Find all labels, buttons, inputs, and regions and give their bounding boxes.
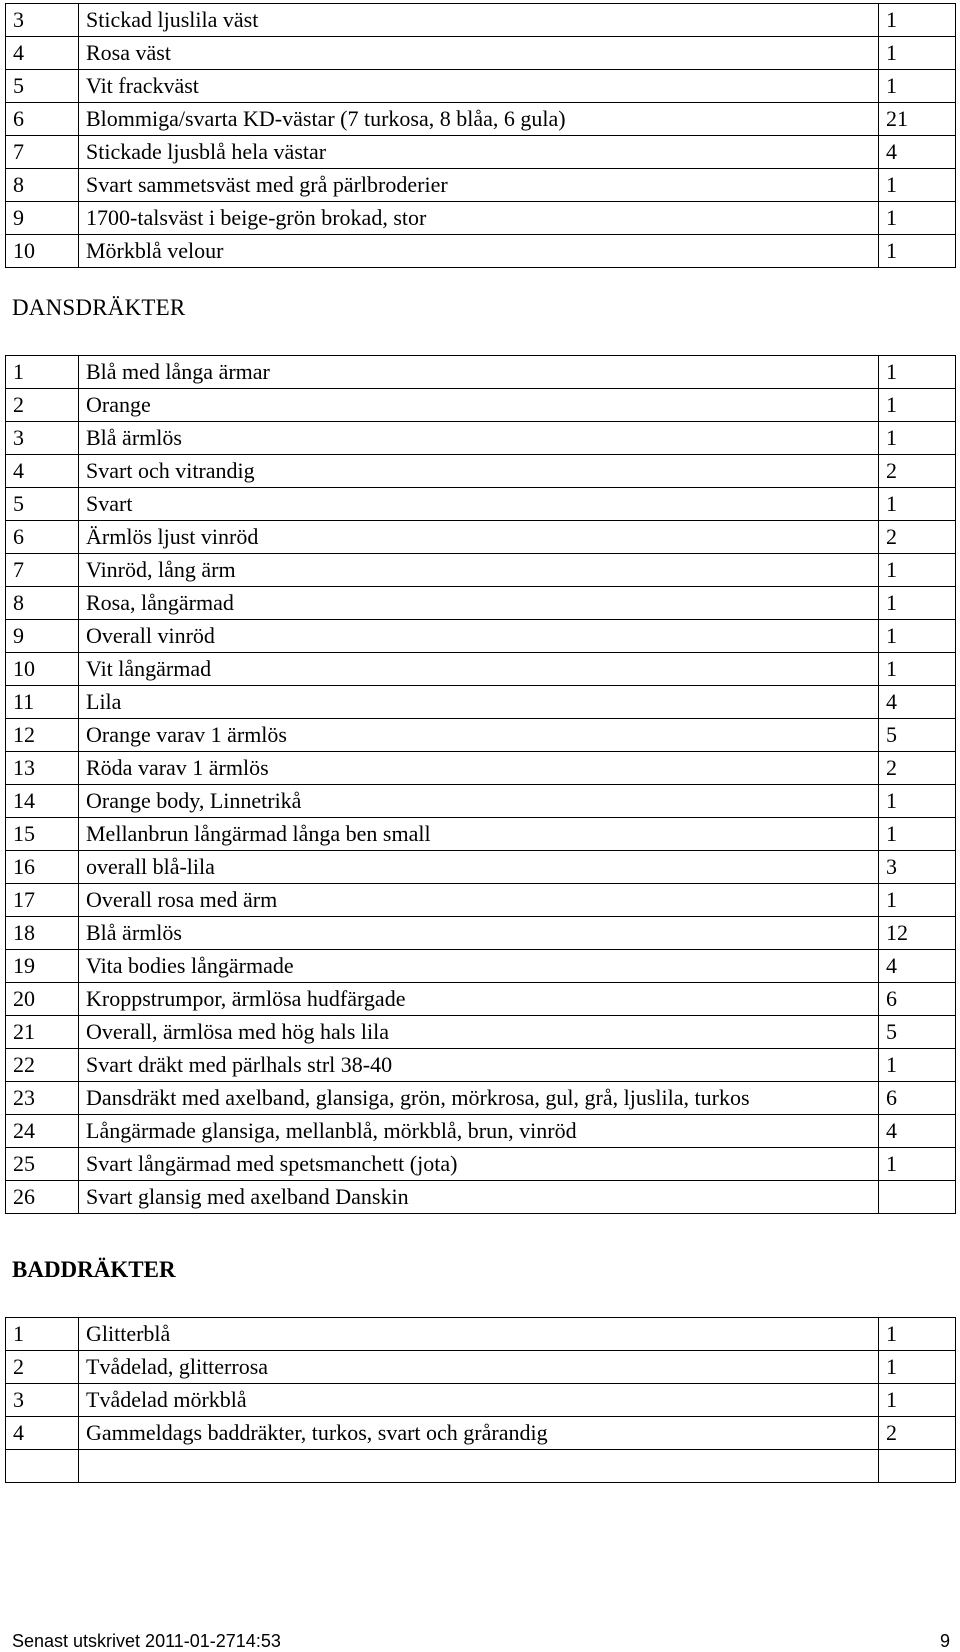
item-number: 9 <box>6 620 79 653</box>
item-number: 4 <box>6 1417 79 1450</box>
item-description: Vit långärmad <box>79 653 879 686</box>
item-number: 3 <box>6 1384 79 1417</box>
item-number: 20 <box>6 983 79 1016</box>
item-description: Overall vinröd <box>79 620 879 653</box>
item-description: Ärmlös ljust vinröd <box>79 521 879 554</box>
page-footer <box>12 1631 950 1652</box>
baddrakter-table <box>5 1317 956 1483</box>
item-description: Lila <box>79 686 879 719</box>
item-description: Svart glansig med axelband Danskin <box>79 1181 879 1214</box>
table-row <box>6 1417 956 1450</box>
item-number: 6 <box>6 103 79 136</box>
item-description: Rosa, långärmad <box>79 587 879 620</box>
item-number: 13 <box>6 752 79 785</box>
table-row <box>6 653 956 686</box>
item-description: Blommiga/svarta KD-västar (7 turkosa, 8 blåa, 6 gula) <box>79 103 879 136</box>
item-number: 11 <box>6 686 79 719</box>
item-description: Blå ärmlös <box>79 917 879 950</box>
item-number: 9 <box>6 202 79 235</box>
item-description: overall blå-lila <box>79 851 879 884</box>
item-number: 1 <box>6 356 79 389</box>
item-description: Stickad ljuslila väst <box>79 4 879 37</box>
item-description: Vita bodies långärmade <box>79 950 879 983</box>
item-number: 22 <box>6 1049 79 1082</box>
item-description: Vinröd, lång ärm <box>79 554 879 587</box>
item-quantity <box>879 1181 956 1214</box>
table-row <box>6 1181 956 1214</box>
item-quantity: 1 <box>879 169 956 202</box>
item-description: Gammeldags baddräkter, turkos, svart och grårandig <box>79 1417 879 1450</box>
item-quantity: 6 <box>879 983 956 1016</box>
item-number: 23 <box>6 1082 79 1115</box>
table-row <box>6 169 956 202</box>
item-description: Svart och vitrandig <box>79 455 879 488</box>
table-row <box>6 37 956 70</box>
table-row <box>6 917 956 950</box>
item-quantity: 1 <box>879 1384 956 1417</box>
baddrakter-table-body <box>6 1318 956 1483</box>
item-quantity: 2 <box>879 752 956 785</box>
item-quantity: 5 <box>879 719 956 752</box>
table-row <box>6 1148 956 1181</box>
item-number: 25 <box>6 1148 79 1181</box>
item-quantity: 1 <box>879 389 956 422</box>
item-number: 5 <box>6 488 79 521</box>
table-row <box>6 752 956 785</box>
page-number: 9 <box>939 1631 950 1651</box>
table-row <box>6 136 956 169</box>
item-quantity: 12 <box>879 917 956 950</box>
item-quantity: 3 <box>879 851 956 884</box>
item-number: 1 <box>6 1318 79 1351</box>
item-number: 10 <box>6 653 79 686</box>
item-number <box>6 1450 79 1483</box>
item-description: Svart dräkt med pärlhals strl 38-40 <box>79 1049 879 1082</box>
item-number: 12 <box>6 719 79 752</box>
item-description: Orange body, Linnetrikå <box>79 785 879 818</box>
item-quantity: 1 <box>879 1049 956 1082</box>
table-row <box>6 235 956 268</box>
table-row <box>6 1016 956 1049</box>
item-description: Svart långärmad med spetsmanchett (jota) <box>79 1148 879 1181</box>
item-description: Mörkblå velour <box>79 235 879 268</box>
item-description: Orange varav 1 ärmlös <box>79 719 879 752</box>
item-description: Röda varav 1 ärmlös <box>79 752 879 785</box>
item-number: 18 <box>6 917 79 950</box>
item-quantity: 2 <box>879 521 956 554</box>
table-row <box>6 70 956 103</box>
table-row <box>6 455 956 488</box>
item-quantity: 2 <box>879 455 956 488</box>
item-quantity: 1 <box>879 422 956 455</box>
item-quantity: 1 <box>879 488 956 521</box>
dansdrakter-table <box>5 355 956 1214</box>
item-number: 26 <box>6 1181 79 1214</box>
item-number: 3 <box>6 422 79 455</box>
item-number: 24 <box>6 1115 79 1148</box>
item-description: Mellanbrun långärmad långa ben small <box>79 818 879 851</box>
table-row <box>6 719 956 752</box>
item-number: 17 <box>6 884 79 917</box>
table-row <box>6 356 956 389</box>
item-number: 2 <box>6 389 79 422</box>
item-number: 14 <box>6 785 79 818</box>
dansdrakter-table-body <box>6 356 956 1214</box>
table-row <box>6 1351 956 1384</box>
item-quantity: 6 <box>879 1082 956 1115</box>
vastar-table-body <box>6 4 956 268</box>
table-row <box>6 488 956 521</box>
vastar-table <box>5 3 956 268</box>
item-number: 6 <box>6 521 79 554</box>
table-row <box>6 103 956 136</box>
table-row <box>6 389 956 422</box>
table-row <box>6 1082 956 1115</box>
table-row <box>6 950 956 983</box>
item-quantity: 1 <box>879 356 956 389</box>
table-row <box>6 1049 956 1082</box>
item-description: Dansdräkt med axelband, glansiga, grön, mörkrosa, gul, grå, ljuslila, turkos <box>79 1082 879 1115</box>
item-description: Stickade ljusblå hela västar <box>79 136 879 169</box>
item-quantity: 1 <box>879 620 956 653</box>
item-number: 16 <box>6 851 79 884</box>
item-quantity <box>879 1450 956 1483</box>
item-number: 15 <box>6 818 79 851</box>
item-quantity: 2 <box>879 1417 956 1450</box>
section-heading-baddrakter: BADDRÄKTER <box>12 1257 176 1282</box>
item-quantity: 1 <box>879 785 956 818</box>
item-number: 5 <box>6 70 79 103</box>
item-description: Orange <box>79 389 879 422</box>
item-quantity: 1 <box>879 653 956 686</box>
item-number: 19 <box>6 950 79 983</box>
item-number: 7 <box>6 554 79 587</box>
item-quantity: 1 <box>879 818 956 851</box>
item-number: 3 <box>6 4 79 37</box>
item-number: 4 <box>6 455 79 488</box>
table-row <box>6 851 956 884</box>
item-description: Svart sammetsväst med grå pärlbroderier <box>79 169 879 202</box>
table-row <box>6 785 956 818</box>
table-row <box>6 1318 956 1351</box>
table-row <box>6 587 956 620</box>
item-description: Blå med långa ärmar <box>79 356 879 389</box>
table-row <box>6 1450 956 1483</box>
item-number: 10 <box>6 235 79 268</box>
table-row <box>6 4 956 37</box>
item-description: Overall rosa med ärm <box>79 884 879 917</box>
item-description: 1700-talsväst i beige-grön brokad, stor <box>79 202 879 235</box>
item-quantity: 4 <box>879 136 956 169</box>
item-quantity: 21 <box>879 103 956 136</box>
table-row <box>6 554 956 587</box>
item-quantity: 1 <box>879 1148 956 1181</box>
item-number: 4 <box>6 37 79 70</box>
table-row <box>6 1384 956 1417</box>
item-quantity: 1 <box>879 4 956 37</box>
item-quantity: 1 <box>879 554 956 587</box>
item-description: Vit frackväst <box>79 70 879 103</box>
table-row <box>6 521 956 554</box>
item-quantity: 1 <box>879 37 956 70</box>
item-quantity: 1 <box>879 1318 956 1351</box>
table-row <box>6 983 956 1016</box>
item-description: Kroppstrumpor, ärmlösa hudfärgade <box>79 983 879 1016</box>
item-quantity: 4 <box>879 686 956 719</box>
item-description: Tvådelad mörkblå <box>79 1384 879 1417</box>
table-row <box>6 818 956 851</box>
printed-timestamp: Senast utskrivet 2011-01-2714:53 <box>12 1631 281 1651</box>
table-row <box>6 620 956 653</box>
item-description: Rosa väst <box>79 37 879 70</box>
table-row <box>6 202 956 235</box>
item-description: Tvådelad, glitterrosa <box>79 1351 879 1384</box>
item-quantity: 1 <box>879 1351 956 1384</box>
item-quantity: 1 <box>879 587 956 620</box>
item-number: 7 <box>6 136 79 169</box>
item-description: Svart <box>79 488 879 521</box>
item-number: 21 <box>6 1016 79 1049</box>
section-heading-dansdrakter: DANSDRÄKTER <box>12 295 186 320</box>
item-description: Glitterblå <box>79 1318 879 1351</box>
item-description: Blå ärmlös <box>79 422 879 455</box>
item-quantity: 1 <box>879 884 956 917</box>
table-row <box>6 686 956 719</box>
item-quantity: 4 <box>879 950 956 983</box>
item-number: 8 <box>6 587 79 620</box>
table-row <box>6 1115 956 1148</box>
table-row <box>6 884 956 917</box>
item-description: Overall, ärmlösa med hög hals lila <box>79 1016 879 1049</box>
item-number: 8 <box>6 169 79 202</box>
item-quantity: 4 <box>879 1115 956 1148</box>
item-quantity: 5 <box>879 1016 956 1049</box>
item-quantity: 1 <box>879 202 956 235</box>
item-description: Långärmade glansiga, mellanblå, mörkblå, brun, vinröd <box>79 1115 879 1148</box>
item-quantity: 1 <box>879 235 956 268</box>
item-quantity: 1 <box>879 70 956 103</box>
item-description <box>79 1450 879 1483</box>
table-row <box>6 422 956 455</box>
item-number: 2 <box>6 1351 79 1384</box>
